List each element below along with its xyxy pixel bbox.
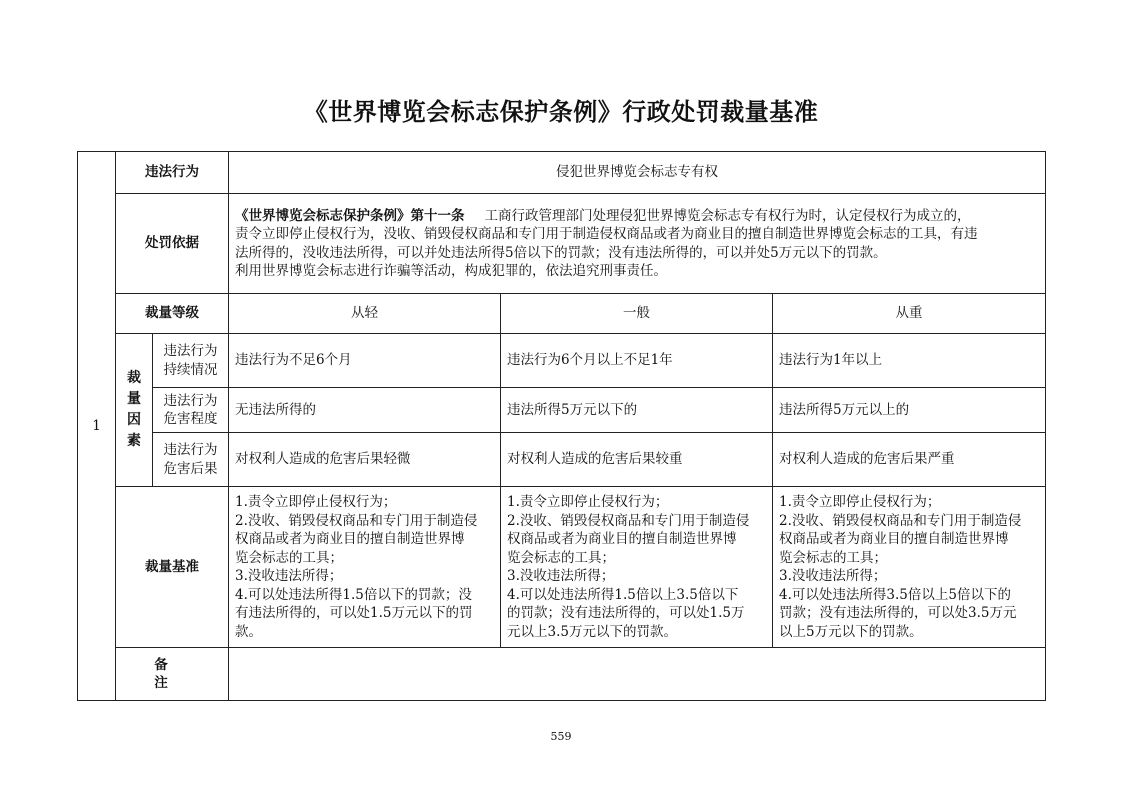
standard-light-line: 2.没收、销毁侵权商品和专门用于制造侵 bbox=[235, 512, 478, 529]
remarks-value bbox=[229, 648, 1046, 701]
factor-duration-heavy: 违法行为1年以上 bbox=[773, 334, 1046, 388]
standard-normal-line: 的罚款；没有违法所得的，可以处1.5万 bbox=[507, 605, 745, 621]
standard-heavy-line: 罚款；没有违法所得的，可以处3.5万元 bbox=[779, 605, 1017, 621]
factor-duration-light: 违法行为不足6个月 bbox=[229, 334, 501, 388]
grade-normal: 一般 bbox=[501, 294, 773, 334]
label-grade: 裁量等级 bbox=[116, 294, 229, 334]
standard-light-line: 权商品或者为商业目的擅自制造世界博 bbox=[235, 531, 465, 547]
standard-normal-line: 元以上3.5万元以下的罚款。 bbox=[507, 623, 677, 640]
standard-heavy-line: 权商品或者为商业目的擅自制造世界博 bbox=[779, 531, 1009, 547]
standard-heavy bbox=[773, 487, 1046, 648]
violation-value: 侵犯世界博览会标志专有权 bbox=[229, 152, 1046, 194]
factors-label-vertical: 裁 量 因 素 bbox=[127, 370, 141, 449]
standard-normal-line: 4.可以处违法所得1.5倍以上3.5倍以下 bbox=[507, 586, 739, 603]
factor-harm-result-normal: 对权利人造成的危害后果较重 bbox=[501, 433, 773, 487]
basis-line-3: 法所得的，没收违法所得，可以并处违法所得5倍以下的罚款；没有违法所得的，可以并处5万元以下的罚款。 bbox=[235, 244, 887, 261]
factor-harm-result-light: 对权利人造成的危害后果轻微 bbox=[229, 433, 501, 487]
standard-light-line: 3.没收违法所得； bbox=[235, 568, 343, 584]
page-number: 559 bbox=[550, 730, 572, 743]
standard-normal-line: 3.没收违法所得； bbox=[507, 568, 615, 584]
row-factor-duration bbox=[78, 334, 1046, 388]
penalty-table bbox=[77, 151, 1046, 701]
basis-line-4: 利用世界博览会标志进行诈骗等活动，构成犯罪的，依法追究刑事责任。 bbox=[235, 263, 667, 279]
factor-duration-normal: 违法行为6个月以上不足1年 bbox=[501, 334, 773, 388]
standard-light-line: 有违法所得的，可以处1.5万元以下的罚 bbox=[235, 605, 473, 621]
row-number: 1 bbox=[78, 152, 116, 701]
page-title: 《世界博览会标志保护条例》行政处罚裁量基准 bbox=[303, 98, 819, 126]
standard-normal-line: 权商品或者为商业目的擅自制造世界博 bbox=[507, 531, 737, 547]
label-violation: 违法行为 bbox=[116, 152, 229, 194]
standard-heavy-line: 览会标志的工具； bbox=[779, 549, 887, 566]
basis-line-2: 责令立即停止侵权行为，没收、销毁侵权商品和专门用于制造侵权商品或者为商业目的擅自制造世界博览会标志的工具，有违 bbox=[235, 226, 978, 242]
factor-harm-result-label bbox=[153, 433, 229, 487]
factor-harm-degree-label-l2: 危害程度 bbox=[163, 411, 218, 427]
standard-light-line: 览会标志的工具； bbox=[235, 549, 343, 566]
standard-heavy-line: 以上5万元以下的罚款。 bbox=[779, 623, 923, 640]
standard-heavy-line: 1.责令立即停止侵权行为； bbox=[779, 494, 941, 510]
grade-light: 从轻 bbox=[229, 294, 501, 334]
basis-line-1-text: 工商行政管理部门处理侵犯世界博览会标志专有权行为时，认定侵权行为成立的， bbox=[484, 207, 971, 224]
standard-normal-line: 2.没收、销毁侵权商品和专门用于制造侵 bbox=[507, 512, 750, 529]
basis-reference: 《世界博览会标志保护条例》第十一条 bbox=[235, 207, 465, 224]
factor-duration-label-l2: 持续情况 bbox=[163, 361, 218, 378]
factor-harm-degree-label bbox=[153, 388, 229, 433]
row-violation bbox=[78, 152, 1046, 194]
row-standard bbox=[78, 487, 1046, 648]
standard-light-line: 款。 bbox=[235, 623, 262, 640]
row-factor-harm-degree bbox=[78, 388, 1046, 433]
standard-heavy-line: 3.没收违法所得； bbox=[779, 568, 887, 584]
label-standard: 裁量基准 bbox=[116, 487, 229, 648]
standard-light-line: 1.责令立即停止侵权行为； bbox=[235, 494, 397, 510]
factor-harm-result-heavy: 对权利人造成的危害后果严重 bbox=[773, 433, 1046, 487]
factor-duration-label-l1: 违法行为 bbox=[163, 343, 218, 359]
standard-normal bbox=[501, 487, 773, 648]
basis-text bbox=[229, 194, 1046, 294]
factor-duration-label bbox=[153, 334, 229, 388]
grade-heavy: 从重 bbox=[773, 294, 1046, 334]
factor-harm-result-label-l1: 违法行为 bbox=[163, 442, 218, 458]
row-factor-harm-result bbox=[78, 433, 1046, 487]
label-factors bbox=[116, 334, 153, 487]
standard-light bbox=[229, 487, 501, 648]
standard-normal-line: 1.责令立即停止侵权行为； bbox=[507, 494, 669, 510]
factor-harm-result-label-l2: 危害后果 bbox=[163, 460, 218, 477]
label-basis: 处罚依据 bbox=[116, 194, 229, 294]
row-remarks bbox=[78, 648, 1046, 701]
label-remarks: 备 注 bbox=[116, 648, 229, 701]
factor-harm-degree-light: 无违法所得的 bbox=[229, 388, 501, 433]
basis-line-1 bbox=[235, 207, 1039, 226]
standard-light-line: 4.可以处违法所得1.5倍以下的罚款；没 bbox=[235, 586, 472, 603]
row-basis bbox=[78, 194, 1046, 294]
factor-harm-degree-normal: 违法所得5万元以下的 bbox=[501, 388, 773, 433]
factor-harm-degree-heavy: 违法所得5万元以上的 bbox=[773, 388, 1046, 433]
factor-harm-degree-label-l1: 违法行为 bbox=[163, 392, 218, 409]
row-grade bbox=[78, 294, 1046, 334]
standard-normal-line: 览会标志的工具； bbox=[507, 549, 615, 566]
standard-heavy-line: 2.没收、销毁侵权商品和专门用于制造侵 bbox=[779, 512, 1022, 529]
standard-heavy-line: 4.可以处违法所得3.5倍以上5倍以下的 bbox=[779, 586, 1011, 603]
